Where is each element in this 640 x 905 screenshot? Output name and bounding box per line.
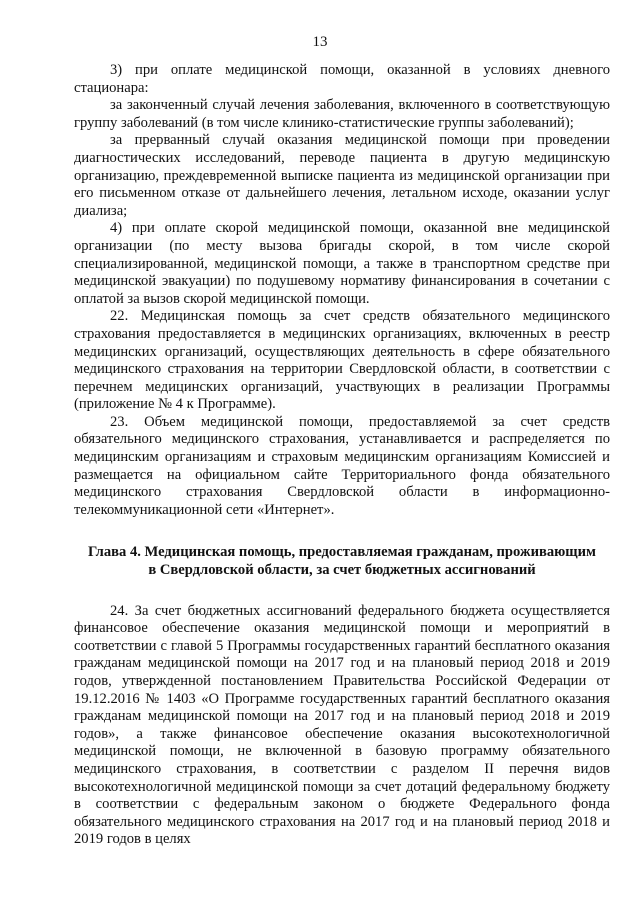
paragraph: 22. Медицинская помощь за счет средств обязательного медицинского страхования предоставляется в медицинских организациях, включенных в реестр медицинских организаций, осуществляющих деятельность в сфере обязательного медицинского страхования на территории Свердловской области, в соответствии с перечнем медицинских организаций, участвующих в реализации Программы (приложение № 4 к Программе).	[74, 308, 610, 413]
paragraph: 4) при оплате скорой медицинской помощи, оказанной вне медицинской организации (по месту вызова бригады скорой, в том числе скорой специализированной, медицинской помощи, а также в транспортном средстве при медицинской эвакуации) по подушевому нормативу финансирования в сочетании с оплатой за вызов скорой медицинской помощи.	[74, 220, 610, 307]
paragraph: 24. За счет бюджетных ассигнований федерального бюджета осуществляется финансовое обеспечение оказания медицинской помощи и мероприятий в соответствии с главой 5 Программы государственных гарантий бесплатного оказания гражданам медицинской помощи на 2017 год и на плановый период 2018 и 2019 годов, утвержденной постановлением Правительства Российской Федерации от 19.12.2016 № 1403 «О Программе государственных гарантий бесплатного оказания гражданам медицинской помощи на 2017 год и на плановый период 2018 и 2019 годов», а также финансовое обеспечение оказания высокотехнологичной медицинской помощи, не включенной в базовую программу обязательного медицинского страхования, в соответствии с разделом II перечня видов высокотехнологичной медицинской помощи за счет дотаций федеральному бюджету в соответствии с федеральным законом о бюджете Федерального фонда обязательного медицинского страхования на 2017 год и на плановый период 2018 и 2019 годов в целях	[74, 602, 610, 848]
paragraph: 23. Объем медицинской помощи, предоставляемой за счет средств обязательного медицинского страхования, устанавливается и распределяется по медицинским организациям и страховым медицинским организациям Комиссией и размещается на официальном сайте Территориального фонда обязательного медицинского страхования Свердловской области в информационно-телекоммуникационной сети «Интернет».	[74, 413, 610, 518]
paragraph: за законченный случай лечения заболевания, включенного в соответствующую группу заболеваний (в том числе клинико-статистические группы заболеваний);	[74, 97, 610, 131]
chapter-heading	[74, 544, 610, 579]
page-number: 13	[312, 34, 328, 50]
paragraph: 3) при оплате медицинской помощи, оказанной в условиях дневного стационара:	[74, 62, 610, 96]
chapter-heading-line: Глава 4. Медицинская помощь, предоставляемая гражданам, проживающим	[88, 544, 596, 561]
chapter-heading-line: в Свердловской области, за счет бюджетных ассигнований	[148, 562, 536, 579]
paragraph: за прерванный случай оказания медицинской помощи при проведении диагностических исследований, переводе пациента в другую медицинскую организацию, преждевременной выписке пациента из медицинской организации при его письменном отказе от дальнейшего лечения, летальном исходе, оказании услуг диализа;	[74, 132, 610, 219]
document-body	[74, 62, 610, 849]
